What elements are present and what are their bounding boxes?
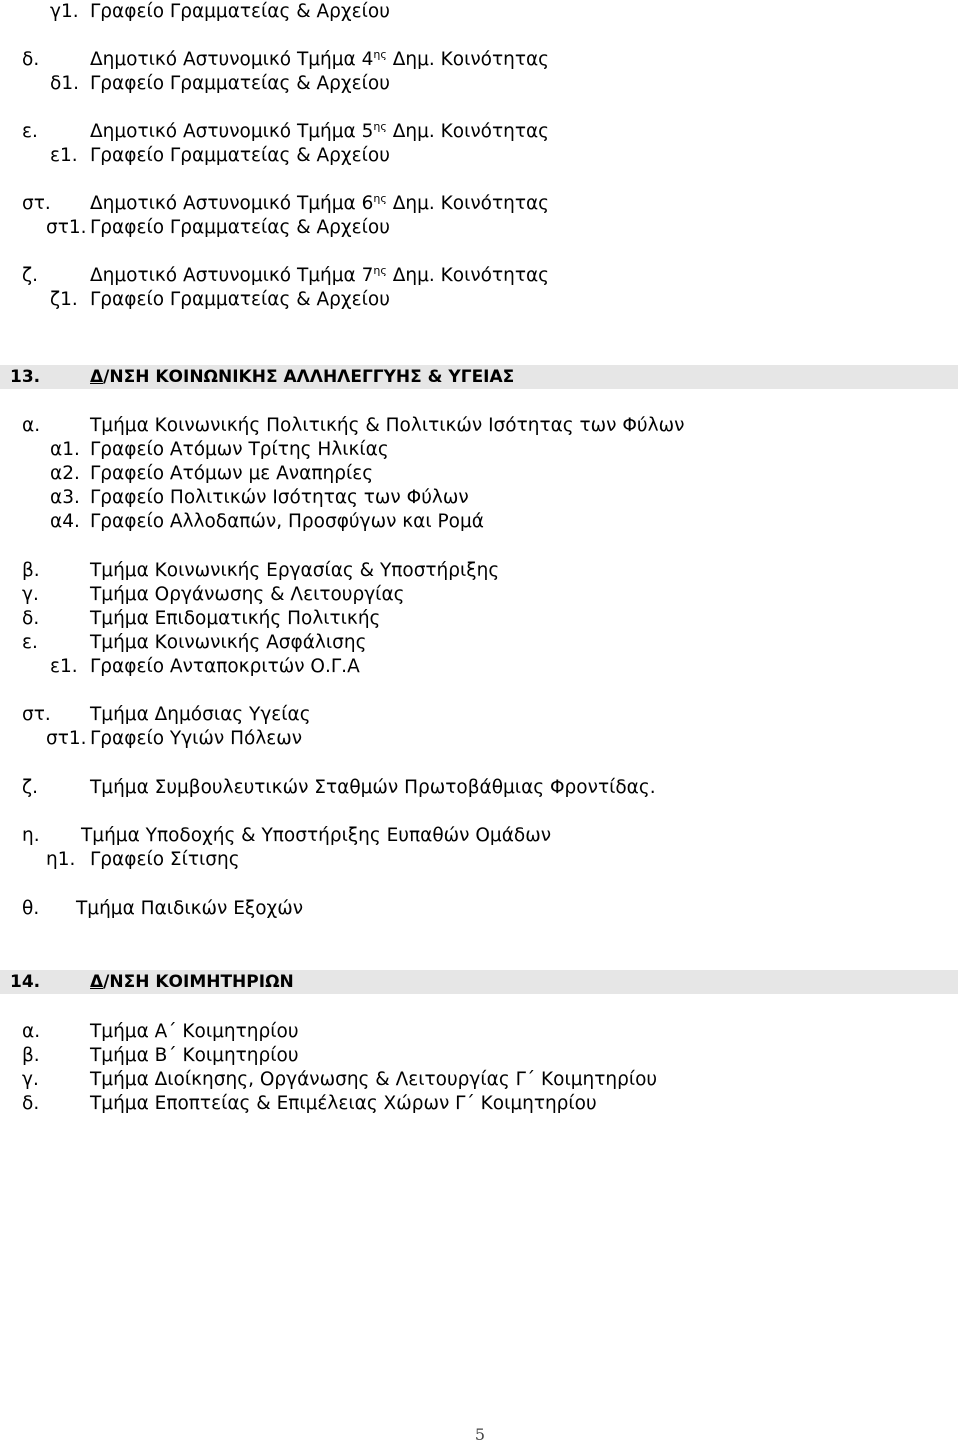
section-heading	[0, 970, 958, 994]
item-label: α2.	[50, 463, 80, 484]
ordinal-suffix: ης	[373, 48, 387, 61]
item-label: γ.	[22, 1069, 39, 1090]
item-label: ε1.	[50, 145, 78, 166]
item-label: γ1.	[50, 1, 79, 22]
item-text-part: Δημ. Κοινότητας	[386, 121, 550, 142]
item-text	[90, 192, 549, 216]
item-text-part: Δημοτικό Αστυνομικό Τμήμα 5	[90, 121, 374, 142]
item-label: ζ.	[22, 265, 38, 286]
item-text: Γραφείο Υγιών Πόλεων	[90, 728, 303, 749]
ordinal-suffix: ης	[373, 120, 387, 133]
item-label: στ1.	[46, 728, 87, 749]
section-title-rest: /ΝΣΗ ΚΟΙΝΩΝΙΚΗΣ ΑΛΛΗΛΕΓΓΥΗΣ & ΥΓΕΙΑΣ	[103, 367, 515, 387]
item-text: Τμήμα Α΄ Κοιμητηρίου	[90, 1021, 299, 1042]
item-label: α4.	[50, 511, 80, 532]
item-text: Τμήμα Εποπτείας & Επιμέλειας Χώρων Γ΄ Κοιμητηρίου	[90, 1093, 597, 1114]
section-number: 14.	[10, 972, 41, 992]
item-text: Γραφείο Αλλοδαπών, Προσφύγων και Ρομά	[90, 511, 484, 532]
item-text: Τμήμα Υποδοχής & Υποστήριξης Ευπαθών Ομάδων	[81, 825, 552, 846]
item-text: Γραφείο Ανταποκριτών Ο.Γ.Α	[90, 656, 360, 677]
item-text: Γραφείο Γραμματείας & Αρχείου	[90, 289, 390, 310]
page-number: 5	[474, 1425, 486, 1444]
section-number: 13.	[10, 367, 41, 387]
item-label: β.	[22, 1045, 40, 1066]
item-text: Τμήμα Παιδικών Εξοχών	[76, 898, 304, 919]
item-label: στ.	[22, 704, 51, 725]
item-text: Γραφείο Γραμματείας & Αρχείου	[90, 145, 390, 166]
item-text: Γραφείο Γραμματείας & Αρχείου	[90, 73, 390, 94]
section-title-rest: /ΝΣΗ ΚΟΙΜΗΤΗΡΙΩΝ	[103, 972, 294, 992]
item-label: στ.	[22, 193, 51, 214]
item-label: η.	[22, 825, 40, 846]
item-text-part: Δημ. Κοινότητας	[386, 193, 550, 214]
item-label: α3.	[50, 487, 80, 508]
item-label: ζ.	[22, 777, 38, 798]
item-text: Γραφείο Γραμματείας & Αρχείου	[90, 217, 390, 238]
item-label: στ1.	[46, 217, 87, 238]
item-text: Γραφείο Σίτισης	[90, 849, 240, 870]
item-text: Τμήμα Δημόσιας Υγείας	[90, 704, 311, 725]
item-label: β.	[22, 560, 40, 581]
item-label: δ.	[22, 1093, 40, 1114]
item-text: Τμήμα Κοινωνικής Ασφάλισης	[90, 632, 367, 653]
item-label: α.	[22, 1021, 41, 1042]
section-heading	[0, 365, 958, 389]
item-text: Γραφείο Ατόμων με Αναπηρίες	[90, 463, 374, 484]
item-text	[90, 264, 549, 288]
item-label: θ.	[22, 898, 40, 919]
item-text-part: Δημοτικό Αστυνομικό Τμήμα 4	[90, 49, 374, 70]
item-text: Τμήμα Β΄ Κοιμητηρίου	[90, 1045, 299, 1066]
section-title-initial: Δ	[90, 972, 104, 992]
item-text: Γραφείο Ατόμων Τρίτης Ηλικίας	[90, 439, 389, 460]
item-text: Τμήμα Συμβουλευτικών Σταθμών Πρωτοβάθμιας Φροντίδας.	[90, 777, 656, 798]
item-text-part: Δημοτικό Αστυνομικό Τμήμα 6	[90, 193, 374, 214]
item-text: Τμήμα Κοινωνικής Πολιτικής & Πολιτικών Ισότητας των Φύλων	[90, 415, 685, 436]
item-label: η1.	[46, 849, 76, 870]
section-title-initial: Δ	[90, 367, 104, 387]
item-text: Τμήμα Επιδοματικής Πολιτικής	[90, 608, 381, 629]
item-text: Τμήμα Διοίκησης, Οργάνωσης & Λειτουργίας Γ΄ Κοιμητηρίου	[90, 1069, 658, 1090]
item-text-part: Δημοτικό Αστυνομικό Τμήμα 7	[90, 265, 374, 286]
item-label: ε.	[22, 632, 38, 653]
item-text: Γραφείο Πολιτικών Ισότητας των Φύλων	[90, 487, 469, 508]
item-text: Γραφείο Γραμματείας & Αρχείου	[90, 1, 390, 22]
item-label: δ.	[22, 608, 40, 629]
item-label: δ.	[22, 49, 40, 70]
item-text-part: Δημ. Κοινότητας	[386, 265, 550, 286]
item-label: α.	[22, 415, 41, 436]
item-text: Τμήμα Κοινωνικής Εργασίας & Υποστήριξης	[90, 560, 500, 581]
item-text: Τμήμα Οργάνωσης & Λειτουργίας	[90, 584, 405, 605]
item-label: α1.	[50, 439, 80, 460]
item-text	[90, 120, 549, 144]
item-label: δ1.	[50, 73, 79, 94]
ordinal-suffix: ης	[373, 192, 387, 205]
item-label: ε.	[22, 121, 38, 142]
item-label: γ.	[22, 584, 39, 605]
ordinal-suffix: ης	[373, 264, 387, 277]
item-label: ζ1.	[50, 289, 78, 310]
item-text-part: Δημ. Κοινότητας	[386, 49, 550, 70]
item-label: ε1.	[50, 656, 78, 677]
section-title	[90, 970, 294, 994]
item-text	[90, 48, 549, 72]
section-title	[90, 365, 514, 389]
